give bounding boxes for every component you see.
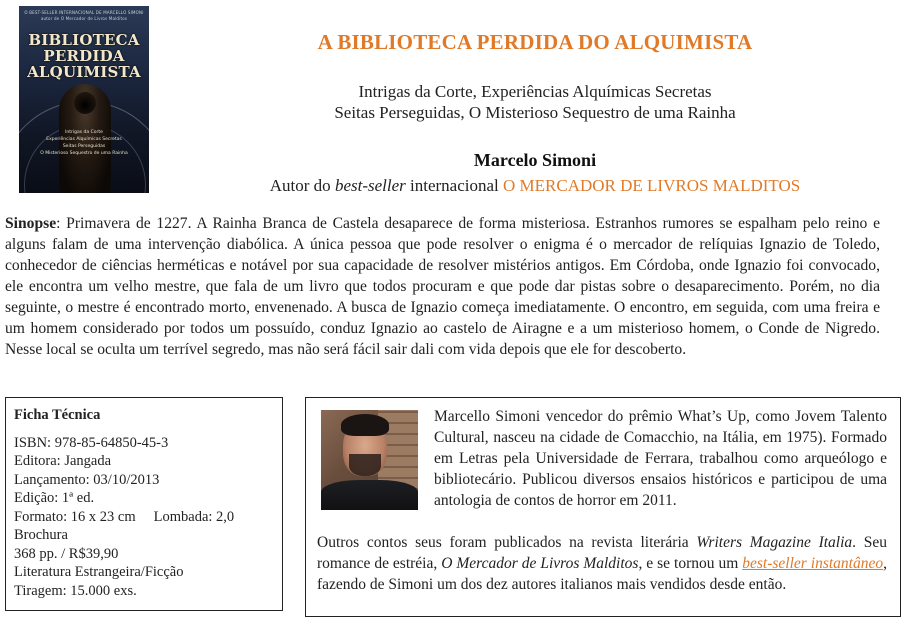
synopsis-paragraph	[5, 213, 880, 360]
author-name: Marcelo Simoni	[473, 150, 597, 170]
isbn: ISBN: 978-85-64850-45-3	[14, 434, 169, 451]
cover-tag-line-1: Intrigas da Corte	[65, 130, 103, 135]
genre: Literatura Estrangeira/Ficção	[14, 564, 184, 580]
spine-width: Lombada: 2,0	[153, 508, 235, 525]
publisher: Editora: Jangada	[14, 453, 112, 469]
cover-title	[19, 32, 149, 80]
author-credit-prefix: Autor do	[269, 176, 335, 195]
release-date: Lançamento: 03/10/2013	[14, 471, 160, 488]
format: Formato: 16 x 23 cm	[14, 508, 136, 525]
author-bio-paragraph-2	[317, 532, 887, 595]
technical-sheet-heading: Ficha Técnica	[14, 407, 101, 423]
author-credit-mid: internacional	[405, 176, 504, 195]
synopsis-text: : Primavera de 1227. A Rainha Branca de Castela desaparece de forma misteriosa. Estranhos rumores se espalham pelo reino e alguns falam de uma intervenção diabólica. A única pessoa que pode resolver o enigma é o mercador de relíquias Ignazio de Toledo, conhecedor de ciências herméticas e notável por sua capacidade de resolver mistérios antigos. Em Córdoba, onde Ignazio foi convocado, ele encontra um velho mestre, que fala de um livro que todos procuram e que pode dar pistas sobre o desaparecimento. Porém, no dia seguinte, o mestre é encontrado morto, envenenado. A busca de Ignazio começa imediatamente. O encontro, em seguida, com uma freira e um homem considerado por todos um possuído, conduz Ignazio ao castelo de Airagne e a um misterioso homem, o Conde de Nigredo. Nesse local se oculta um terrível segredo, mas não será fácil sair dali com vida depois que ele for descoberto.	[5, 215, 880, 358]
magazine-name: Writers Magazine Italia	[696, 534, 853, 551]
print-run: Tiragem: 15.000 exs.	[14, 582, 137, 599]
format-row	[14, 508, 282, 527]
cover-title-line-2: PERDIDA	[43, 47, 125, 65]
bio-p2-part-b: . Seu romance de estréia,	[317, 534, 888, 572]
cover-monk-hood	[74, 92, 96, 114]
author-bio-box	[305, 397, 901, 617]
cover-tag-line-3: Seitas Perseguidas	[62, 144, 106, 149]
cover-tagline	[19, 129, 149, 157]
bio-p2-part-a: Outros contos seus foram publicados na revista literária	[317, 534, 697, 551]
cover-top-line-2: autor de O Mercador de Livros Malditos	[40, 16, 128, 21]
debut-novel-title: O Mercador de Livros Malditos	[441, 555, 639, 572]
bio-p2-part-d: , fazendo de Simoni um dos dez autores italianos mais vendidos desde então.	[317, 555, 887, 593]
cover-title-line-3: ALQUIMISTA	[27, 63, 141, 81]
book-subtitle-line-2: Seitas Perseguidas, O Misterioso Sequestro de uma Rainha	[334, 103, 736, 122]
cover-top-text	[19, 10, 149, 22]
bio-p2-part-c: , e se tornou um	[638, 555, 743, 572]
technical-sheet-box	[5, 397, 283, 611]
cover-top-line-1: O BEST-SELLER INTERNACIONAL DE MARCELLO SIMONI	[24, 10, 144, 15]
cover-tag-line-2: Experiências Alquímicas Secretas	[46, 137, 122, 142]
author-photo	[321, 410, 418, 510]
book-title: A BIBLIOTECA PERDIDA DO ALQUIMISTA	[317, 30, 753, 54]
binding: Brochura	[14, 527, 68, 543]
author-bio-paragraph-1: Marcello Simoni vencedor do prêmio What’s Up, como Jovem Talento Cultural, nasceu na cidade de Comacchio, na Itália, em 1975). Formado em Letras pela Universidade de Ferrara, trabalhou como arqueólogo e bibliotecário. Publicou diversos ensaios históricos e participou de uma antologia de contos de horror em 2011.	[434, 408, 887, 509]
book-subtitle-line-1: Intrigas da Corte, Experiências Alquímicas Secretas	[358, 82, 712, 101]
pages-price: 368 pp. / R$39,90	[14, 545, 119, 562]
author-credit-previous-book: O MERCADOR DE LIVROS MALDITOS	[503, 176, 801, 195]
bestseller-link[interactable]: best-seller instantâneo	[742, 555, 884, 572]
synopsis-label: Sinopse	[5, 215, 57, 232]
cover-title-line-1: BIBLIOTECA	[28, 31, 140, 49]
author-credit-line	[170, 176, 900, 196]
cover-tag-line-4: O Misterioso Sequestro de uma Rainha	[40, 151, 128, 156]
book-cover-image	[19, 6, 149, 193]
edition: Edição: 1ª ed.	[14, 490, 95, 506]
author-credit-bestseller: best-seller	[334, 176, 406, 195]
